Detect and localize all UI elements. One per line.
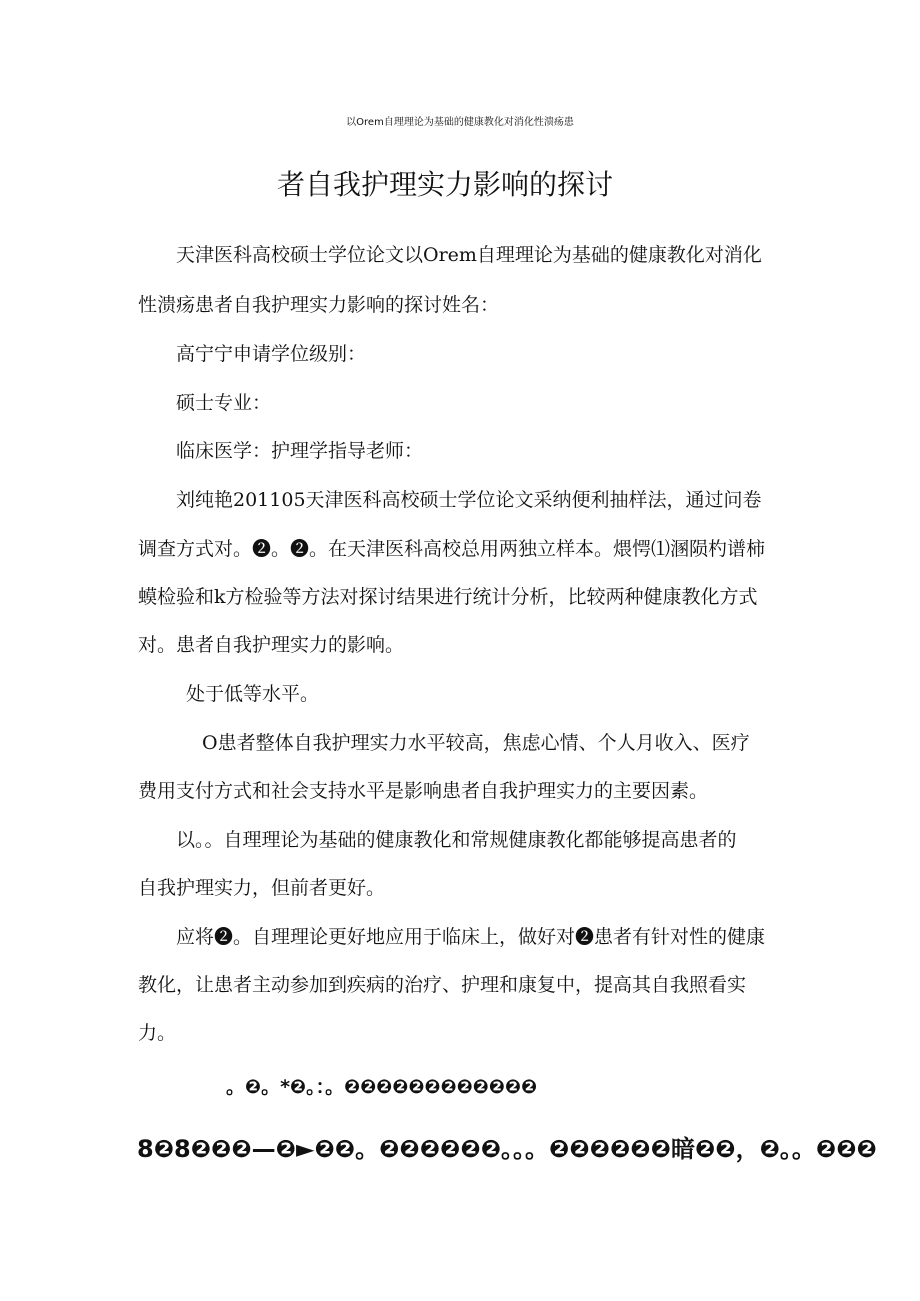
paragraph-line: 力。 — [138, 1022, 177, 1044]
paragraph-line: 应将❷。自理理论更好地应用于临床上，做好对❷患者有针对性的健康 — [176, 926, 766, 948]
paragraph-line: 处于低等水平。 — [186, 683, 320, 705]
paragraph-line: 自我护理实力，但前者更好。 — [138, 877, 386, 899]
paragraph-line: 高宁宁申请学位级别： — [176, 343, 367, 365]
paragraph-line: 刘纯艳201105天津医科高校硕士学位论文采纳便利抽样法，通过问卷 — [176, 489, 762, 511]
paragraph-line: 硕士专业： — [176, 392, 272, 414]
paragraph-line: 调查方式对。❷。❷。在天津医科高校总用两独立样本。煨愕⑴溷陨杓谱柿 — [138, 538, 766, 560]
paragraph-line: 对。患者自我护理实力的影响。 — [138, 634, 405, 656]
document-title-line-2: 者自我护理实力影响的探讨 — [277, 168, 614, 201]
paragraph-line: 性溃疡患者自我护理实力影响的探讨姓名： — [138, 294, 500, 316]
paragraph-line: 临床医学：护理学指导老师： — [176, 440, 424, 462]
document-title-line-1: 以Orem自理理论为基础的健康教化对消化性溃疡患 — [346, 117, 574, 128]
paragraph-line: 天津医科高校硕士学位论文以Orem自理理论为基础的健康教化对消化 — [176, 244, 762, 266]
paragraph-line: O患者整体自我护理实力水平较高，焦虑心情、个人月收入、医疗 — [202, 732, 750, 754]
paragraph-line: 费用支付方式和社会支持水平是影响患者自我护理实力的主要因素。 — [138, 780, 709, 802]
garbled-text-line: 。❷。*❷。：。❷❷❷❷❷❷❷❷❷❷❷❷ — [226, 1076, 538, 1098]
paragraph-line: 教化，让患者主动参加到疾病的治疗、护理和康复中，提高其自我照看实 — [138, 974, 747, 996]
paragraph-line: 蟆检验和k方检验等方法对探讨结果进行统计分析，比较两种健康教化方式 — [138, 586, 758, 608]
garbled-text-line: 8❷8❷❷❷—❷►❷❷。❷❷❷❷❷❷。。。❷❷❷❷❷❷暗❷❷，❷。。❷❷❷ — [137, 1135, 877, 1163]
paragraph-line: 以。。自理理论为基础的健康教化和常规健康教化都能够提高患者的 — [176, 829, 737, 851]
